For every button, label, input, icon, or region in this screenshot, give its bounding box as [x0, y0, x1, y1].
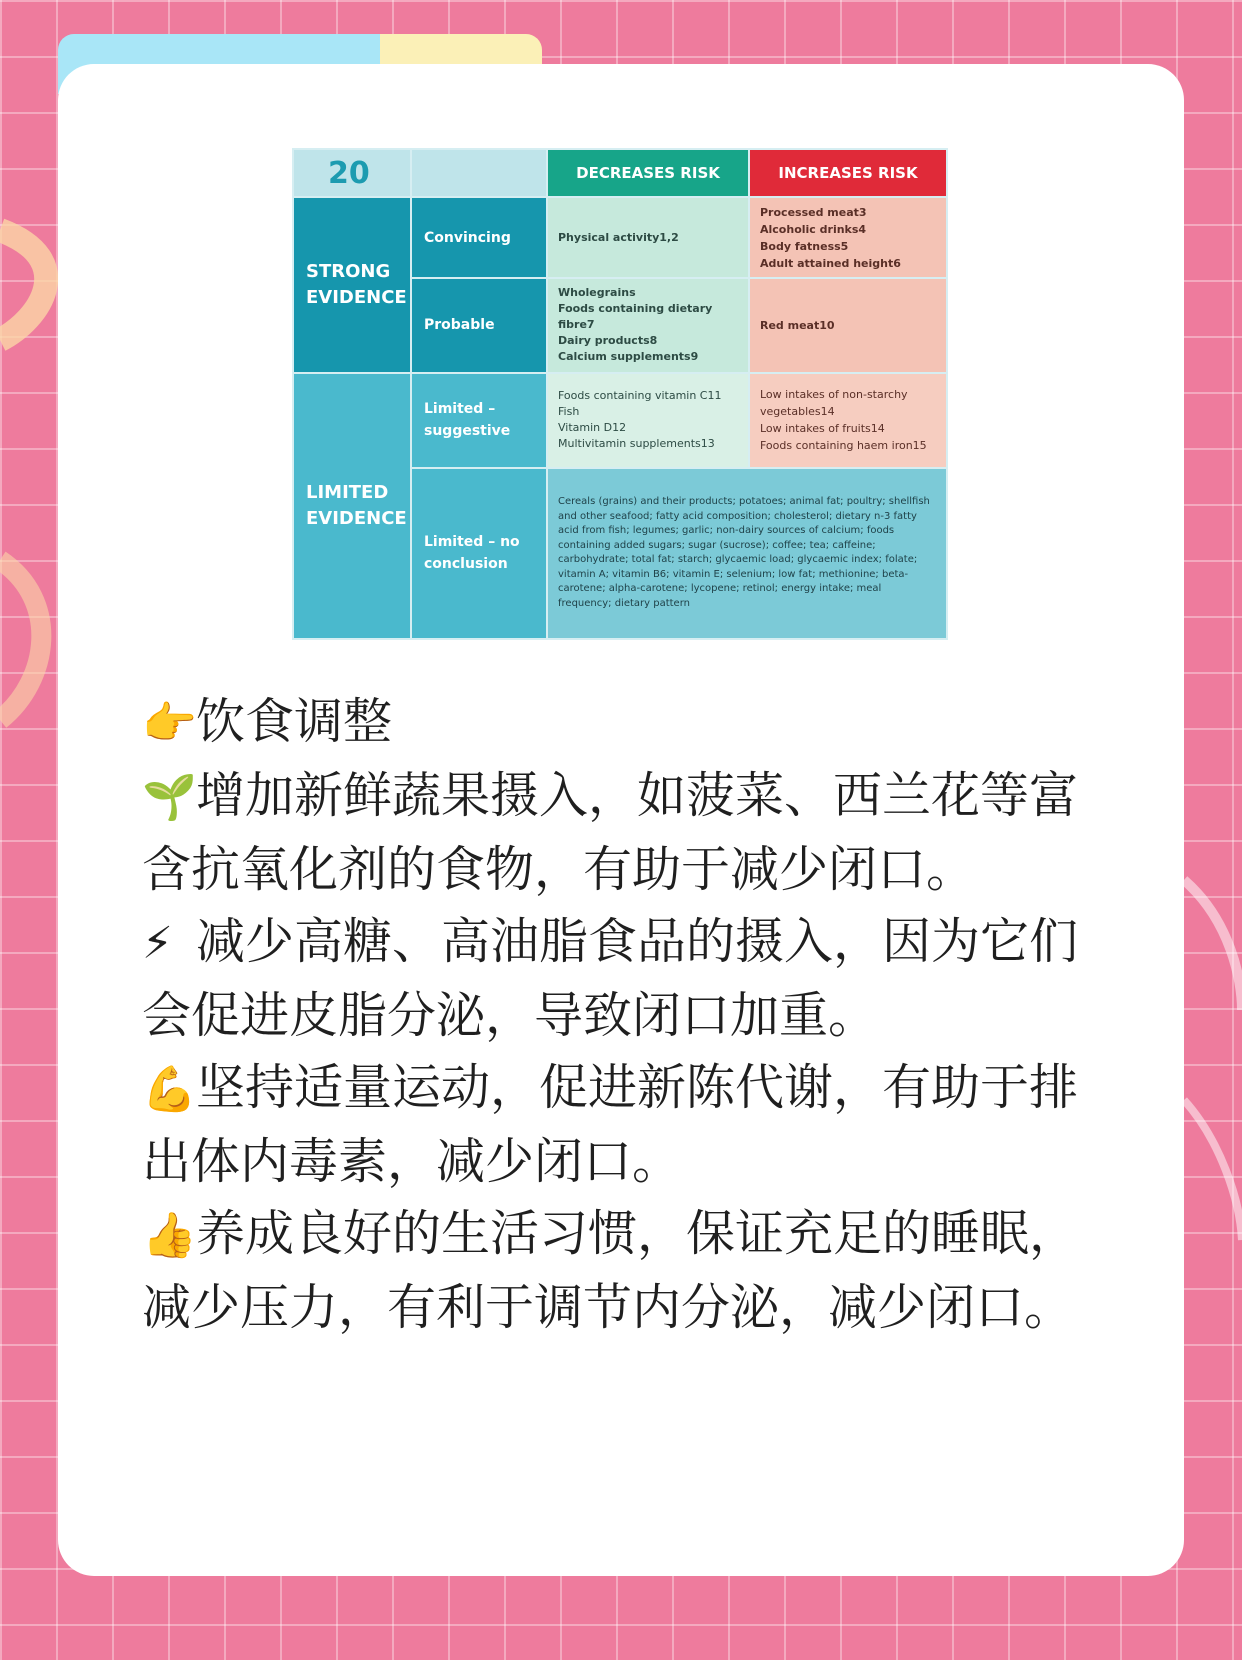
- list-item: Low intakes of fruits14: [760, 422, 885, 436]
- row-label-no-conclusion: Limited – no conclusion: [411, 468, 547, 639]
- probable-increases: [749, 278, 947, 373]
- heading-text: 饮食调整: [196, 693, 393, 750]
- lightning-icon: ⚡: [142, 918, 173, 969]
- tip-paragraph: [142, 906, 1082, 1052]
- convincing-decreases: [547, 197, 749, 278]
- list-item: Foods containing vitamin C11: [558, 389, 722, 403]
- list-item: Body fatness5: [760, 239, 849, 253]
- list-item: Dairy products8: [558, 334, 658, 348]
- tip-paragraph: [142, 1198, 1082, 1344]
- list-item: Processed meat3: [760, 205, 867, 219]
- list-item: Wholegrains: [558, 286, 636, 300]
- row-label-probable: Probable: [411, 278, 547, 373]
- evidence-table-image: [292, 148, 946, 640]
- probable-decreases: [547, 278, 749, 373]
- evidence-table: [292, 148, 948, 640]
- table-header-blank: [411, 149, 547, 197]
- limited-evidence-label: LIMITED EVIDENCE: [293, 373, 411, 639]
- article-text: [142, 686, 1082, 1344]
- thumbs-up-icon: 👍: [142, 1210, 197, 1261]
- flexed-biceps-icon: 💪: [142, 1064, 197, 1115]
- row-label-limited-suggestive: Limited – suggestive: [411, 373, 547, 468]
- suggestive-increases: [749, 373, 947, 468]
- list-item: Vitamin D12: [558, 421, 627, 435]
- tip-paragraph: [142, 760, 1082, 906]
- list-item: Alcoholic drinks4: [760, 222, 867, 236]
- table-corner: 20: [293, 149, 411, 197]
- seedling-icon: 🌱: [142, 772, 197, 823]
- list-item: Red meat10: [760, 318, 835, 332]
- tip-text: 减少高糖、高油脂食品的摄入，因为它们会促进皮脂分泌，导致闭口加重。: [142, 913, 1079, 1044]
- strong-evidence-label: STRONG EVIDENCE: [293, 197, 411, 372]
- no-conclusion-text: Cereals (grains) and their products; potatoes; animal fat; poultry; shellfish and other seafood; fatty acid composition; cholesterol; dietary n-3 fatty acid from fish; legumes; garlic; non-dairy sources of calcium; foods containing added sugars; sugar (sucrose); coffee; tea; caffeine; carbohydrate; total fat; starch; glycaemic load; glycaemic index; folate; vitamin A; vitamin B6; vitamin E; selenium; low fat; methionine; beta-carotene; alpha-carotene; lycopene; retinol; energy intake; meal frequency; dietary pattern: [547, 468, 947, 639]
- convincing-increases: [749, 197, 947, 278]
- list-item: Foods containing haem iron15: [760, 439, 927, 453]
- section-heading: [142, 686, 1082, 760]
- tip-text: 养成良好的生活习惯，保证充足的睡眠，减少压力，有利于调节内分泌，减少闭口。: [142, 1205, 1079, 1336]
- suggestive-decreases: [547, 373, 749, 468]
- header-decreases-risk: DECREASES RISK: [547, 149, 749, 197]
- list-item: Adult attained height6: [760, 256, 901, 270]
- list-item: Fish: [558, 405, 580, 419]
- list-item: Physical activity1,2: [558, 230, 679, 244]
- list-item: Foods containing dietary fibre7: [558, 302, 713, 332]
- row-label-convincing: Convincing: [411, 197, 547, 278]
- pointing-hand-icon: 👉: [142, 698, 197, 749]
- tip-text: 增加新鲜蔬果摄入，如菠菜、西兰花等富含抗氧化剂的食物，有助于减少闭口。: [142, 767, 1079, 898]
- tip-paragraph: [142, 1052, 1082, 1198]
- tip-text: 坚持适量运动，促进新陈代谢，有助于排出体内毒素，减少闭口。: [142, 1059, 1079, 1190]
- list-item: Multivitamin supplements13: [558, 437, 715, 451]
- list-item: Low intakes of non-starchy vegetables14: [760, 388, 908, 419]
- header-increases-risk: INCREASES RISK: [749, 149, 947, 197]
- list-item: Calcium supplements9: [558, 350, 699, 364]
